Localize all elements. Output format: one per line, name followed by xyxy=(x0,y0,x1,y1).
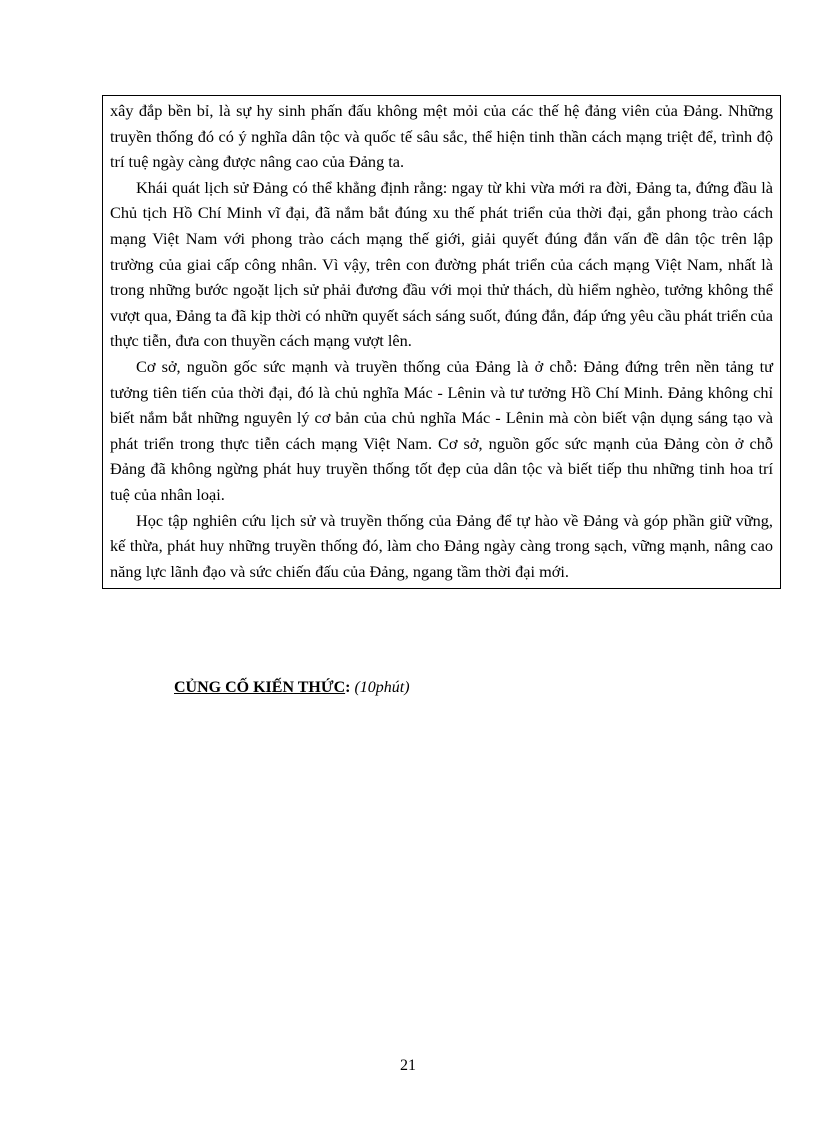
paragraph-study-purpose: Học tập nghiên cứu lịch sử và truyền thống của Đảng để tự hào về Đảng và góp phần giữ vững, kế thừa, phát huy những truyền thống đó, làm cho Đảng ngày càng trong sạch, vững mạnh, nâng cao năng lực lãnh đạo và sức chiến đấu của Đảng, ngang tầm thời đại mới. xyxy=(110,510,773,581)
paragraph-continuation: xây đắp bền bỉ, là sự hy sinh phấn đấu không mệt mỏi của các thế hệ đảng viên của Đảng. Những truyền thống đó có ý nghĩa dân tộc và quốc tế sâu sắc, thể hiện tinh thần cách mạng triệt để, trình độ trí tuệ ngày càng được nâng cao của Đảng ta. xyxy=(110,101,773,172)
review-label: CỦNG CỐ KIẾN THỨC xyxy=(174,679,346,696)
review-heading xyxy=(174,677,410,699)
content-box xyxy=(102,95,781,589)
paragraph-party-history-overview: Khái quát lịch sử Đảng có thể khẳng định rằng: ngay từ khi vừa mới ra đời, Đảng ta, đứng đầu là Chủ tịch Hồ Chí Minh vĩ đại, đã nắm bắt đúng xu thế phát triển của thời đại, gắn phong trào cách mạng Việt Nam với phong trào cách mạng thế giới, giải quyết đúng đắn vấn đề dân tộc trên lập trường của giai cấp công nhân. Vì vậy, trên con đường phát triển của cách mạng Việt Nam, nhất là trong những bước ngoặt lịch sử phải đương đầu với mọi thử thách, dù hiểm nghèo, tưởng không thể vượt qua, Đảng ta đã kịp thời có nhữn quyết sách sáng suốt, đúng đắn, đáp ứng yêu cầu phát triển của thực tiễn, đưa con thuyền cách mạng vượt lên. xyxy=(110,177,773,351)
review-time: (10phút) xyxy=(354,679,410,696)
page-number: 21 xyxy=(400,1057,416,1074)
paragraph-strength-foundation: Cơ sở, nguồn gốc sức mạnh và truyền thống của Đảng là ở chỗ: Đảng đứng trên nền tảng tư tưởng tiên tiến của thời đại, đó là chủ nghĩa Mác - Lênin và tư tưởng Hồ Chí Minh. Đảng không chỉ biết nắm bắt những nguyên lý cơ bản của chủ nghĩa Mác - Lênin mà còn biết vận dụng sáng tạo và phát triển trong thực tiễn cách mạng Việt Nam. Cơ sở, nguồn gốc sức mạnh của Đảng còn ở chỗ Đảng đã không ngừng phát huy truyền thống tốt đẹp của dân tộc và biết tiếp thu những tinh hoa trí tuệ của nhân loại. xyxy=(110,356,773,504)
review-colon: : xyxy=(345,679,351,696)
